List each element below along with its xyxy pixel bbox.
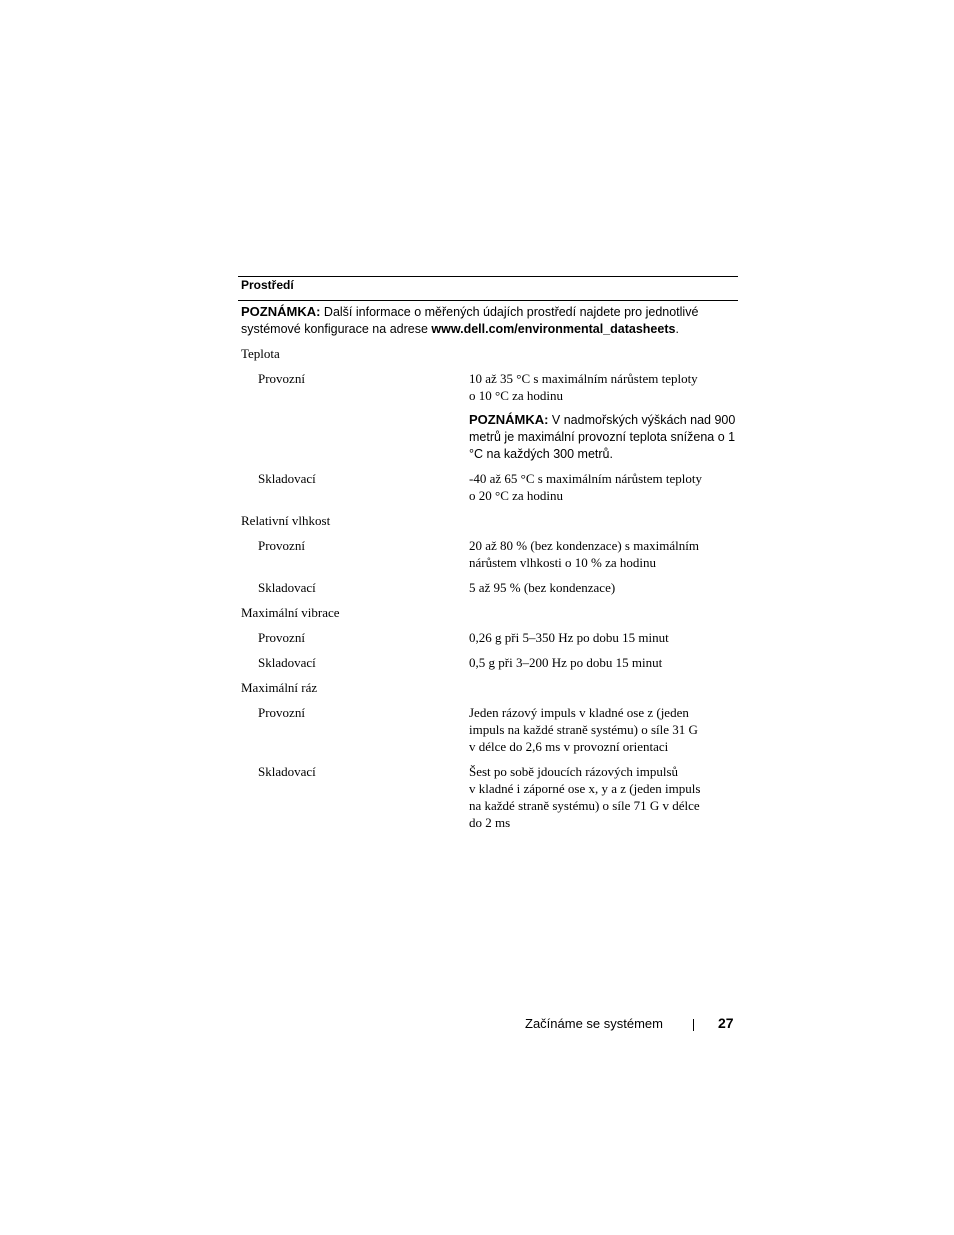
note-end: . (675, 322, 679, 336)
footer-title: Začínáme se systémem (525, 1016, 663, 1031)
row-raz-skladovaci-value: Šest po sobě jdoucích rázových impulsů v kladné i záporné ose x, y a z (jeden impuls na každé straně systému) o síle 71 G v délce do 2 ms (469, 764, 701, 830)
row-teplota-provozni-value: 10 až 35 °C s maximálním nárůstem teploty o 10 °C za hodinu (469, 371, 698, 403)
row-raz-skladovaci-label: Skladovací (258, 764, 316, 779)
row-raz-label: Maximální ráz (241, 680, 318, 695)
page-number: 27 (718, 1015, 734, 1031)
row-teplota-note (469, 411, 737, 463)
row-vlhkost-skladovaci-value: 5 až 95 % (bez kondenzace) (469, 580, 616, 595)
row-teplota-skladovaci-value: -40 až 65 °C s maximálním nárůstem teploty o 20 °C za hodinu (469, 471, 703, 503)
section-title: Prostředí (241, 278, 294, 292)
note (241, 303, 738, 338)
row-vlhkost-provozni-label: Provozní (258, 538, 305, 553)
row-vibrace-provozni-value: 0,26 g při 5–350 Hz po dobu 15 minut (469, 630, 669, 645)
row-vlhkost-skladovaci-label: Skladovací (258, 580, 316, 595)
row-vibrace-provozni-label: Provozní (258, 630, 305, 645)
row-raz-provozni-value: Jeden rázový impuls v kladné ose z (jeden impuls na každé straně systému) o síle 31 G v délce do 2,6 ms v provozní orientaci (469, 705, 698, 754)
row-vlhkost-label: Relativní vlhkost (241, 513, 331, 528)
note-link: www.dell.com/environmental_datasheets (431, 322, 676, 336)
row-vibrace-skladovaci-value: 0,5 g při 3–200 Hz po dobu 15 minut (469, 655, 663, 670)
row-vlhkost-provozni-value: 20 až 80 % (bez kondenzace) s maximálním nárůstem vlhkosti o 10 % za hodinu (469, 538, 699, 570)
row-vibrace-label: Maximální vibrace (241, 605, 340, 620)
footer-separator (693, 1019, 694, 1031)
row-teplota-provozni-label: Provozní (258, 371, 305, 386)
note-text: Další informace o měřených údajích prostředí najdete pro jednotlivé systémové konfigurace na adrese (241, 305, 699, 336)
row-teplota-skladovaci-label: Skladovací (258, 471, 316, 486)
row-teplota-note-text: V nadmořských výškách nad 900 metrů je maximální provozní teplota snížena o 1 °C na každých 300 metrů. (469, 413, 736, 461)
row-teplota-note-label: POZNÁMKA: (469, 412, 549, 427)
row-raz-provozni-label: Provozní (258, 705, 305, 720)
row-teplota-label: Teplota (241, 346, 280, 361)
note-label: POZNÁMKA: (241, 304, 321, 319)
row-vibrace-skladovaci-label: Skladovací (258, 655, 316, 670)
table-header-rule (238, 300, 738, 301)
table-top-rule (238, 276, 738, 277)
